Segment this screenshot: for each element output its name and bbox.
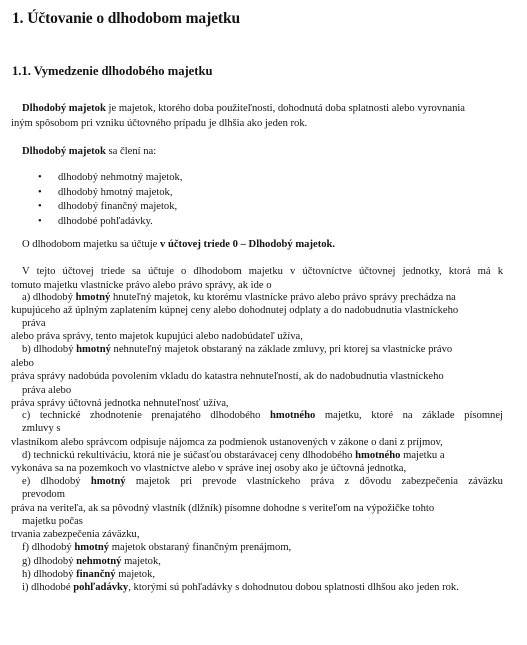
definition-term: Dlhodobý majetok xyxy=(22,103,106,114)
accounting-class-line xyxy=(22,238,335,251)
section-title: 1.1. Vymedzenie dlhodobého majetku xyxy=(12,64,213,78)
body-line: prevodom xyxy=(22,489,65,500)
definition-line-1 xyxy=(22,102,465,115)
item-f: f) dlhodobý hmotný majetok obstaraný finančným prenájmom, xyxy=(22,542,292,553)
item-a: a) dlhodobý hmotný hnuteľný majetok, ku ktorému vlastnícke právo alebo právo správy prechádza na xyxy=(22,292,456,303)
body-line: práva alebo xyxy=(22,385,72,396)
body-line: vlastníkom alebo správcom odpisuje nájomca za podmienok ustanovených v zákone o dani z príjmov, xyxy=(11,437,443,448)
item-e: e) dlhodobý hmotný majetok pri prevode vlastníckeho práva z dôvodu zabezpečenia záväzku xyxy=(22,476,503,487)
body-line: práva správy účtovná jednotka nehnuteľnosť užíva, xyxy=(11,398,229,409)
body-line: práva xyxy=(22,318,46,329)
body-line: vykonáva sa na pozemkoch vo vlastníctve alebo v správe inej osoby ako je účtovná jednotka, xyxy=(11,463,407,474)
item-b: b) dlhodobý hmotný nehnuteľný majetok obstaraný na základe zmluvy, pri ktorej sa vlastnícke právo xyxy=(22,344,453,355)
item-d: d) technickú rekultiváciu, ktorá nie je súčasťou obstarávacej ceny dlhodobého hmotného majetku a xyxy=(22,450,445,461)
list-item: • dlhodobý hmotný majetok, xyxy=(38,186,173,198)
bullet-icon: • xyxy=(38,186,42,198)
item-c: c) technické zhodnotenie prenajatého dlhodobého hmotného majetku, ktoré na základe písomnej xyxy=(22,410,503,421)
body-line: práva na veriteľa, ak sa pôvodný vlastník (dlžník) písomne dohodne s veriteľom na výpožičke tohto xyxy=(11,503,435,514)
item-g: g) dlhodobý nehmotný majetok, xyxy=(22,556,161,567)
body-line: trvania zabezpečenia záväzku, xyxy=(11,529,140,540)
category-list xyxy=(38,171,182,229)
page-title: 1. Účtovanie o dlhodobom majetku xyxy=(12,10,241,27)
body-line: práva správy nadobúda povolením vkladu do katastra nehnuteľností, ak do nadobudnutia vlastníckeho xyxy=(11,371,444,382)
body-line: alebo práva správy, tento majetok kupujúci alebo nadobúdateľ užíva, xyxy=(11,331,303,342)
definition-text: je majetok, ktorého doba použiteľnosti, dohodnutá doba splatnosti alebo vyrovnania xyxy=(105,103,466,114)
definition-line-2: iným spôsobom pri vzniku účtovného prípadu je dlhšia ako jeden rok. xyxy=(11,118,308,129)
bullet-icon: • xyxy=(38,215,42,227)
body-line: alebo xyxy=(11,358,34,369)
accounting-class-name: v účtovej triede 0 – Dlhodobý majetok. xyxy=(160,239,336,250)
division-intro xyxy=(22,145,156,158)
bullet-icon: • xyxy=(38,172,42,183)
body-line: tomuto majetku vlastnícke právo alebo právo správy, ak ide o xyxy=(11,280,272,291)
accounting-class-prefix: O dlhodobom majetku sa účtuje xyxy=(22,239,160,250)
body-line: zmluvy s xyxy=(22,423,61,434)
list-item: • dlhodobý nehmotný majetok, xyxy=(38,172,183,183)
item-i: i) dlhodobé pohľadávky, ktorými sú pohľadávky s dohodnutou dobou splatnosti dlhšou ako jeden rok. xyxy=(22,582,459,593)
list-item: • dlhodobé pohľadávky. xyxy=(38,215,153,227)
list-item: • dlhodobý finančný majetok, xyxy=(38,201,178,212)
body-line: majetku počas xyxy=(22,516,83,527)
division-term: Dlhodobý majetok xyxy=(22,146,106,157)
division-text: sa člení na: xyxy=(105,146,157,157)
bullet-icon: • xyxy=(38,201,42,212)
item-h: h) dlhodobý finančný majetok, xyxy=(22,569,156,580)
body-line: V tejto účtovej triede sa účtuje o dlhodobom majetku v účtovníctve účtovnej jednotky, ktorá má k xyxy=(22,266,503,277)
body-line: kupujúceho až úplným zaplatením kúpnej ceny alebo dohodnutej odplaty a do nadobudnutia vlastníckeho xyxy=(11,305,459,316)
